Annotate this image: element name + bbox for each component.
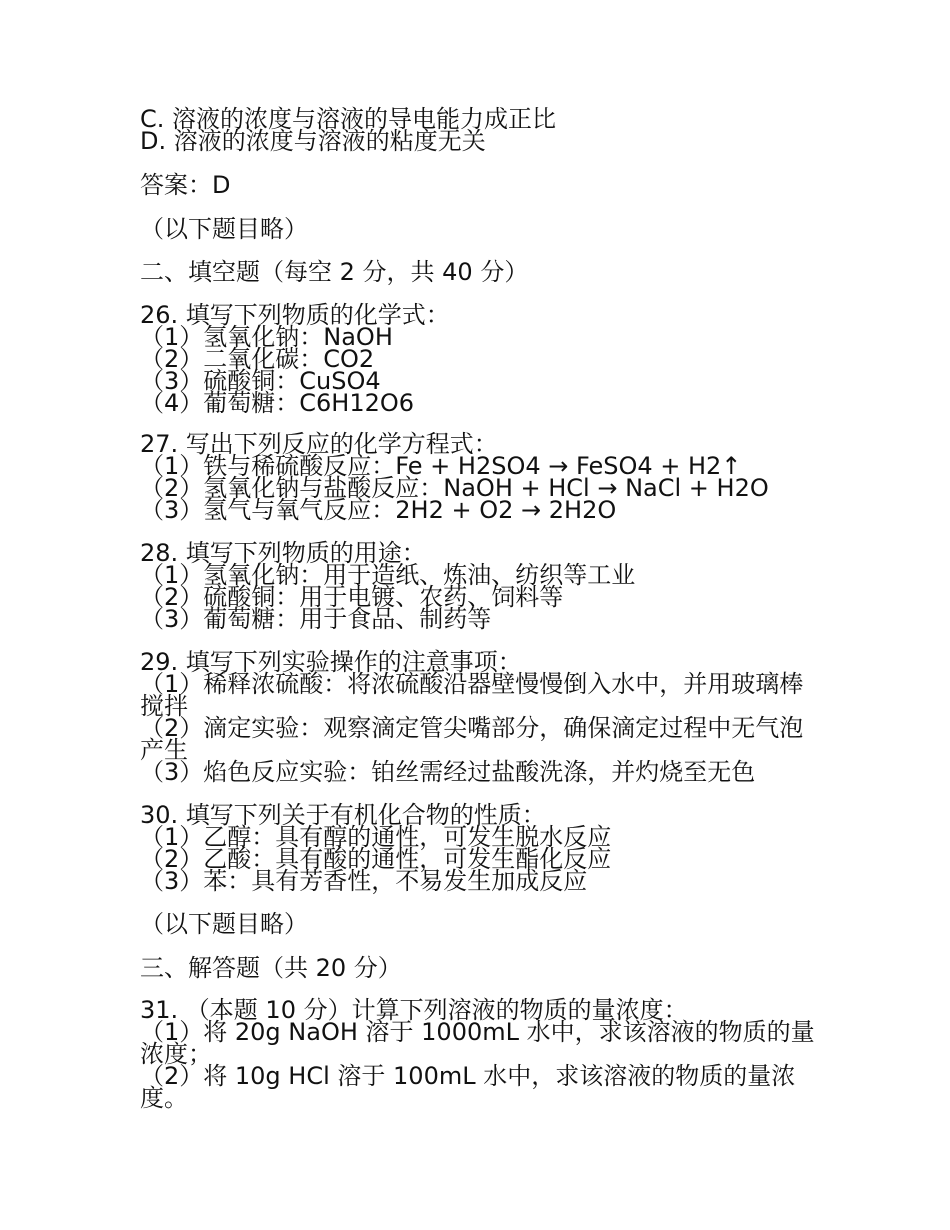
question-item: （2）二氧化碳：CO2 [140, 345, 375, 373]
question-item: （3）苯：具有芳香性，不易发生加成反应 [140, 867, 588, 895]
question-27 [140, 430, 820, 524]
question-item: （1）将 20g NaOH 溶于 1000mL 水中，求该溶液的物质的量浓度； [140, 1018, 815, 1068]
question-29 [140, 648, 820, 786]
question-item: （1）稀释浓硫酸：将浓硫酸沿器壁慢慢倒入水中，并用玻璃棒搅拌 [140, 670, 804, 720]
section-2-heading: 二、填空题（每空 2 分，共 40 分） [140, 258, 529, 286]
question-item: （3）氢气与氧气反应：2H2 + O2 → 2H2O [140, 496, 617, 524]
options-block [140, 105, 820, 155]
question-item: （3）硫酸铜：CuSO4 [140, 367, 381, 395]
question-26 [140, 301, 820, 417]
question-item: （2）滴定实验：观察滴定管尖嘴部分，确保滴定过程中无气泡产生 [140, 714, 804, 764]
question-item: （2）乙酸：具有酸的通性，可发生酯化反应 [140, 845, 612, 873]
question-stem: 31. （本题 10 分）计算下列溶液的物质的量浓度： [140, 996, 688, 1024]
question-item: （3）葡萄糖：用于食品、制药等 [140, 605, 492, 633]
question-30 [140, 801, 820, 895]
omit-note-2: （以下题目略） [140, 910, 308, 938]
option-c: C. 溶液的浓度与溶液的导电能力成正比 [140, 105, 557, 133]
question-item: （2）氢氧化钠与盐酸反应：NaOH + HCl → NaCl + H2O [140, 474, 769, 502]
question-stem: 27. 写出下列反应的化学方程式： [140, 430, 498, 458]
question-item: （2）硫酸铜：用于电镀、农药、饲料等 [140, 583, 564, 611]
option-d: D. 溶液的浓度与溶液的粘度无关 [140, 127, 486, 155]
question-stem: 26. 填写下列物质的化学式： [140, 301, 450, 329]
question-stem: 29. 填写下列实验操作的注意事项： [140, 648, 522, 676]
answer: 答案：D [140, 171, 231, 199]
question-item: （1）氢氧化钠：用于造纸、炼油、纺织等工业 [140, 561, 636, 589]
question-item: （1）乙醇：具有醇的通性，可发生脱水反应 [140, 823, 612, 851]
question-stem: 28. 填写下列物质的用途： [140, 539, 426, 567]
question-item: （3）焰色反应实验：铂丝需经过盐酸洗涤，并灼烧至无色 [140, 758, 756, 786]
question-31 [140, 996, 820, 1112]
section-3-heading: 三、解答题（共 20 分） [140, 954, 402, 982]
question-item: （4）葡萄糖：C6H12O6 [140, 389, 415, 417]
question-stem: 30. 填写下列关于有机化合物的性质： [140, 801, 546, 829]
omit-note-1: （以下题目略） [140, 215, 308, 243]
question-28 [140, 539, 820, 633]
question-item: （1）铁与稀硫酸反应：Fe + H2SO4 → FeSO4 + H2↑ [140, 452, 742, 480]
question-item: （1）氢氧化钠：NaOH [140, 323, 393, 351]
question-item: （2）将 10g HCl 溶于 100mL 水中，求该溶液的物质的量浓度。 [140, 1062, 796, 1112]
